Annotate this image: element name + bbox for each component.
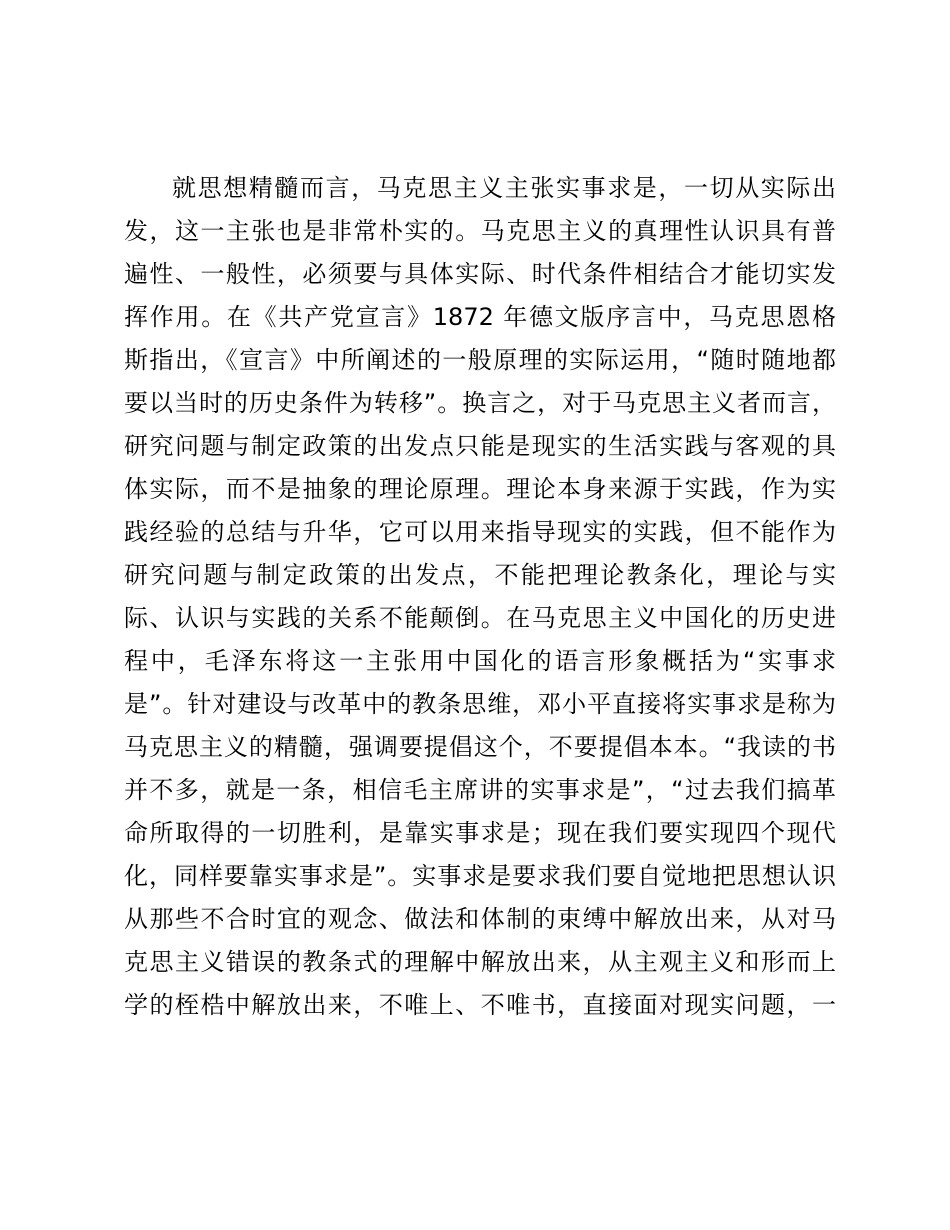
paragraph-line: 挥作用。在《共产党宣言》1872 年德文版序言中，马克思恩格 — [124, 303, 836, 331]
paragraph-line: 学的桎梏中解放出来，不唯上、不唯书，直接面对现实问题，一 — [124, 991, 836, 1019]
paragraph-line: 克思主义错误的教条式的理解中解放出来，从主观主义和形而上 — [124, 948, 836, 976]
paragraph-line: 程中，毛泽东将这一主张用中国化的语言形象概括为“实事求 — [124, 647, 836, 675]
paragraph-line: 命所取得的一切胜利，是靠实事求是；现在我们要实现四个现代 — [124, 819, 836, 847]
paragraph-line: 从那些不合时宜的观念、做法和体制的束缚中解放出来，从对马 — [124, 905, 836, 933]
paragraph-line: 要以当时的历史条件为转移”。换言之，对于马克思主义者而言， — [124, 389, 836, 417]
body-paragraph — [124, 167, 836, 1027]
paragraph-line: 马克思主义的精髓，强调要提倡这个，不要提倡本本。“我读的书 — [124, 733, 836, 761]
paragraph-line: 研究问题与制定政策的出发点只能是现实的生活实践与客观的具 — [124, 432, 836, 460]
paragraph-line: 化，同样要靠实事求是”。实事求是要求我们要自觉地把思想认识 — [124, 862, 836, 890]
paragraph-line: 发，这一主张也是非常朴实的。马克思主义的真理性认识具有普 — [124, 217, 836, 245]
paragraph-line: 斯指出，《宣言》中所阐述的一般原理的实际运用，“随时随地都 — [124, 346, 836, 374]
paragraph-line: 践经验的总结与升华，它可以用来指导现实的实践，但不能作为 — [124, 518, 836, 546]
paragraph-line: 体实际，而不是抽象的理论原理。理论本身来源于实践，作为实 — [124, 475, 836, 503]
paragraph-line: 是”。针对建设与改革中的教条思维，邓小平直接将实事求是称为 — [124, 690, 836, 718]
paragraph-line: 就思想精髓而言，马克思主义主张实事求是，一切从实际出 — [172, 174, 836, 202]
paragraph-line: 际、认识与实践的关系不能颠倒。在马克思主义中国化的历史进 — [124, 604, 836, 632]
paragraph-line: 并不多，就是一条，相信毛主席讲的实事求是”，“过去我们搞革 — [124, 776, 836, 804]
paragraph-line: 遍性、一般性，必须要与具体实际、时代条件相结合才能切实发 — [124, 260, 836, 288]
paragraph-line: 研究问题与制定政策的出发点，不能把理论教条化，理论与实 — [124, 561, 836, 589]
